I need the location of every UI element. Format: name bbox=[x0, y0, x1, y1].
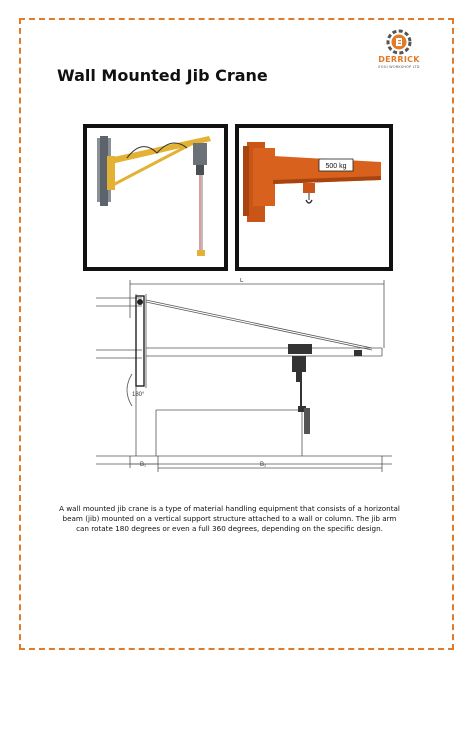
rotation-label: 180° bbox=[132, 392, 145, 398]
technical-drawing bbox=[92, 278, 402, 478]
page-title: Wall Mounted Jib Crane bbox=[57, 66, 268, 85]
photo-orange-jib-crane bbox=[235, 124, 393, 271]
brand-tagline: EOGI WORKSHOP LTD bbox=[378, 65, 420, 69]
description-paragraph: A wall mounted jib crane is a type of material handling equipment that consists of a horizontal beam (jib) mounted on a vertical support structure attached to a wall or column. The jib arm can rotate 180 degrees or even a full 360 degrees, depending on the specific design. bbox=[59, 504, 400, 533]
dim-length-label: L bbox=[240, 278, 244, 284]
brand-name: DERRICK bbox=[378, 55, 420, 64]
dim-b2-label: B₂ bbox=[260, 462, 267, 468]
dim-b1-label: B₁ bbox=[140, 462, 147, 468]
capacity-label: 500 kg bbox=[325, 163, 347, 170]
photo-yellow-jib-crane bbox=[83, 124, 228, 271]
orange-crane-illustration bbox=[239, 128, 389, 267]
yellow-crane-illustration bbox=[87, 128, 224, 267]
